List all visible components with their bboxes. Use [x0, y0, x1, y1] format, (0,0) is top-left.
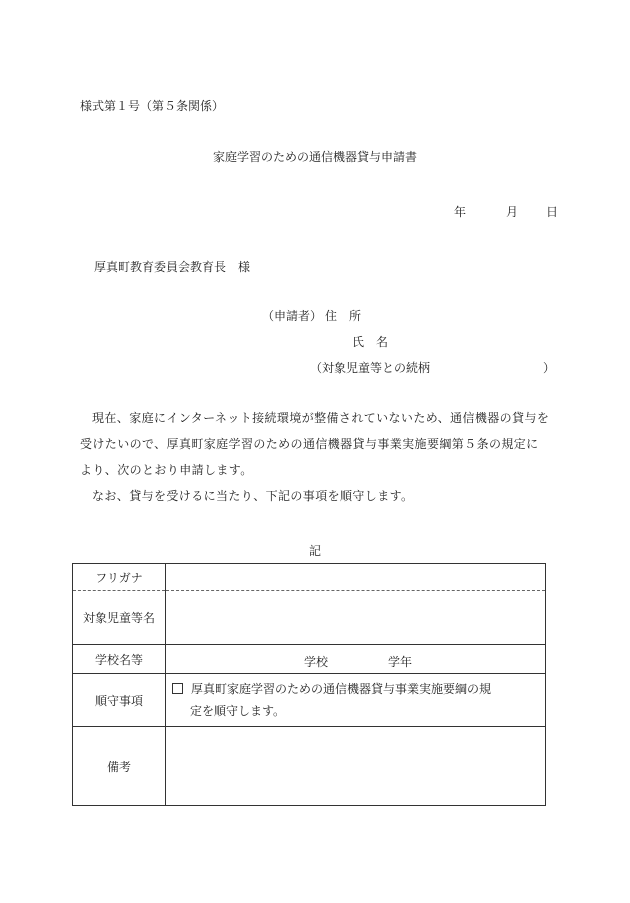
- school-suffix: 学校: [304, 655, 329, 669]
- year-label: 年: [454, 205, 467, 219]
- ki-heading: 記: [308, 544, 321, 558]
- addressee: 厚真町教育委員会教育長 様: [94, 260, 251, 274]
- target-child-label: 対象児童等名: [73, 591, 166, 645]
- furigana-row: [73, 564, 546, 591]
- month-label: 月: [506, 205, 519, 219]
- name-label: 氏 名: [352, 335, 389, 349]
- application-table: [72, 563, 546, 806]
- school-field[interactable]: [166, 645, 546, 674]
- document-title: 家庭学習のための通信機器貸与申請書: [212, 150, 417, 164]
- school-row: [73, 645, 546, 674]
- remarks-label: 備考: [73, 727, 166, 806]
- furigana-label: フリガナ: [73, 564, 166, 591]
- date-line: [454, 206, 558, 218]
- target-child-field[interactable]: [166, 591, 546, 645]
- address-label: 住 所: [325, 309, 362, 323]
- relation-label: （対象児童等との続柄: [310, 361, 431, 375]
- relation-close: ）: [543, 361, 556, 375]
- compliance-field: [166, 674, 546, 727]
- body-paragraph-1: 現在、家庭にインターネット接続環境が整備されていないため、通信機器の貸与を受けたいので、厚真町家庭学習のための通信機器貸与事業実施要綱第５条の規定により、次のとおり申請します。: [80, 411, 550, 477]
- school-label: 学校名等: [73, 645, 166, 674]
- remarks-row: [73, 727, 546, 806]
- body-paragraph-2: なお、貸与を受けるに当たり、下記の事項を順守します。: [92, 489, 414, 503]
- target-child-row: [73, 591, 546, 645]
- compliance-line-2: 定を順守します。: [190, 704, 286, 718]
- form-number: 様式第１号（第５条関係）: [80, 99, 225, 113]
- day-label: 日: [546, 205, 559, 219]
- application-body: [80, 405, 550, 509]
- applicant-role: （申請者）: [262, 309, 323, 323]
- compliance-row: [73, 674, 546, 727]
- grade-suffix: 学年: [388, 655, 413, 669]
- remarks-field[interactable]: [166, 727, 546, 806]
- checkbox-icon[interactable]: [172, 683, 183, 694]
- compliance-line-1: 厚真町家庭学習のための通信機器貸与事業実施要綱の規: [191, 682, 492, 696]
- compliance-label: 順守事項: [73, 674, 166, 727]
- furigana-field[interactable]: [166, 564, 546, 591]
